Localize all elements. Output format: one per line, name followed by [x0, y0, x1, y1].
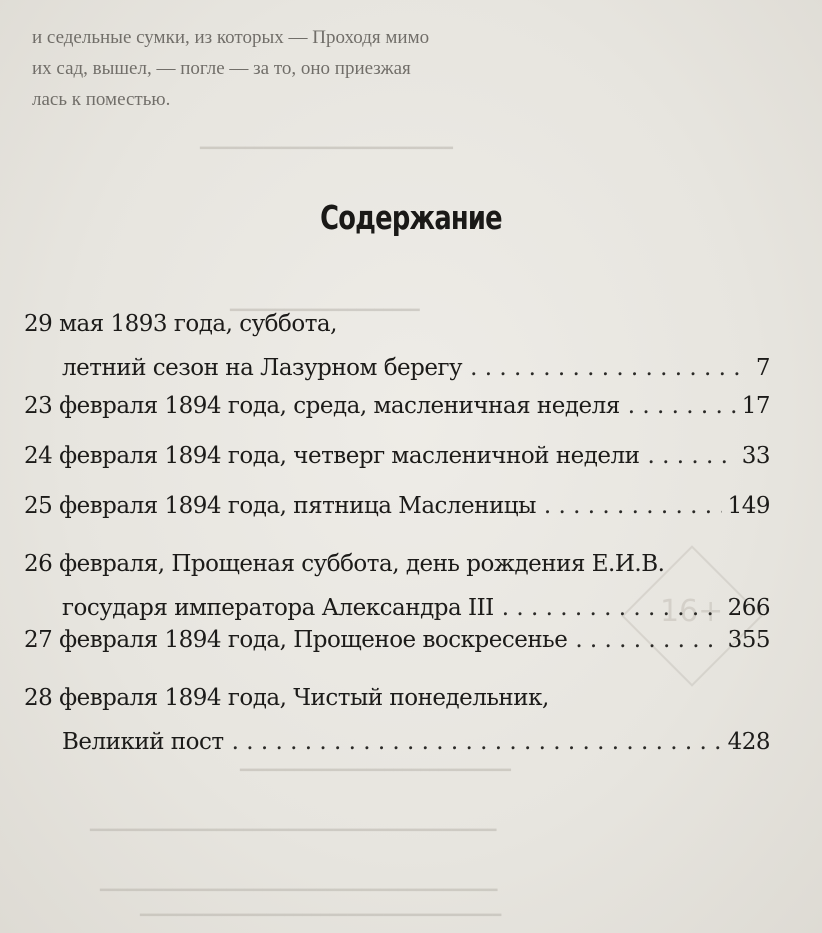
leader-dots: [647, 434, 735, 478]
toc-entry: [24, 302, 770, 390]
leader-dots: [544, 484, 722, 528]
toc-entry-text: 25 февраля 1894 года, пятница Масленицы: [24, 493, 536, 519]
preceding-line-1: и седельные сумки, из которых — Проходя мимо: [32, 27, 430, 48]
toc-entry-text: 29 мая 1893 года, суббота,: [24, 311, 337, 337]
toc-entry: [24, 384, 770, 428]
toc-entry-text: 28 февраля 1894 года, Чистый понедельник,: [24, 685, 549, 711]
toc-entry: [24, 618, 770, 662]
bleed-through-text: ━━━━━━━━━━━━━━━━━━━━━━━━━━━━━━━━━━━━━━━━━━━━: [100, 883, 498, 899]
toc-entry-text: 24 февраля 1894 года, четверг масленичной недели: [24, 443, 640, 469]
toc-entry-text: Великий пост: [62, 729, 224, 755]
toc-page-number: 428: [727, 729, 770, 755]
toc-page-number: 33: [741, 443, 770, 469]
leader-dots: [232, 720, 722, 764]
leader-dots: [628, 384, 736, 428]
toc-entry: [24, 484, 770, 528]
toc-entry-text: государя императора Александра III: [62, 595, 494, 621]
toc-entry-text: 26 февраля, Прощеная суббота, день рождения Е.И.В.: [24, 551, 665, 577]
age-rating-mark: 16+: [660, 594, 724, 629]
bleed-through-text: ━━━━━━━━━━━━━━━━━━━━━━━━━━━━━━━━━━━━━━━━━━━━━: [90, 823, 497, 839]
leader-dots: [575, 618, 721, 662]
bleed-through-text: ━━━━━━━━━━━━━━━━━━━━━━━━━━━━━━: [240, 763, 511, 779]
toc-page-number: 355: [727, 627, 770, 653]
toc-entry: [24, 676, 770, 764]
toc-entry: [24, 434, 770, 478]
preceding-line-2: их сад, вышел, — погле — за то, оно приезжая: [32, 58, 411, 79]
bleed-through-text: ━━━━━━━━━━━━━━━━━━━━━: [230, 303, 420, 319]
toc-page-number: 17: [741, 393, 770, 419]
toc-entry-text: 23 февраля 1894 года, среда, масленичная неделя: [24, 393, 620, 419]
toc-entry: [24, 542, 770, 630]
toc-entry-text: 27 февраля 1894 года, Прощеное воскресенье: [24, 627, 568, 653]
toc-page-number: 149: [727, 493, 770, 519]
bleed-through-text: ━━━━━━━━━━━━━━━━━━━━━━━━━━━━━━━━━━━━━━━━: [140, 908, 502, 924]
toc-entry-text: летний сезон на Лазурном берегу: [62, 355, 463, 381]
preceding-line-3: лась к поместью.: [32, 89, 171, 110]
page-title: Содержание: [320, 198, 502, 237]
toc-page-number: 266: [727, 595, 770, 621]
toc-page-number: 7: [755, 355, 770, 381]
preceding-page-text: [32, 22, 792, 115]
bleed-through-text: ━━━━━━━━━━━━━━━━━━━━━━━━━━━━: [200, 141, 453, 157]
